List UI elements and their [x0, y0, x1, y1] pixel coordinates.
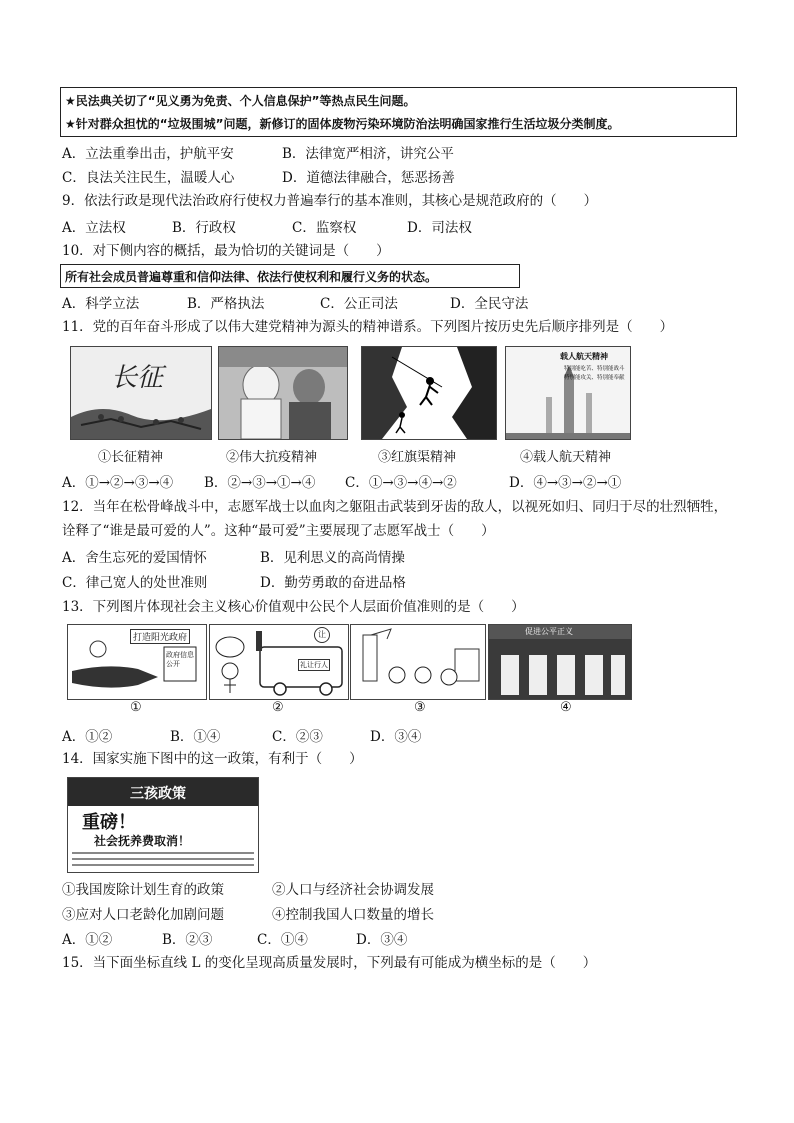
q12-stem-line1: 12．当年在松骨峰战斗中，志愿军战士以血肉之躯阻击武装到牙齿的敌人，以视死如归、同归于尽的壮烈牺牲， [62, 499, 728, 515]
q11-caption-3: ③红旗渠精神 [378, 450, 457, 465]
q11-caption-1: ①长征精神 [98, 450, 164, 465]
q9-option-a[interactable]: A．立法权 [62, 220, 126, 236]
citizens-cartoon [351, 625, 485, 699]
q8-option-d[interactable]: D．道德法律融合，惩恶扬善 [282, 170, 455, 186]
q11-option-a[interactable]: A．①→②→③→④ [62, 475, 174, 491]
q8-material-line1: ★民法典关切了“见义勇为免责、个人信息保护”等热点民生问题。 [65, 94, 416, 108]
q9-stem: 9．依法行政是现代法治政府行使权力普遍奉行的基本准则，其核心是规范政府的（ ） [62, 193, 598, 209]
q14-image-three-child-policy [67, 777, 259, 873]
q12-stem-line2: 诠释了“谁是最可爱的人”。这种“最可爱”主要展现了志愿军战士（ ） [62, 523, 495, 539]
q13-image-3 [350, 624, 486, 700]
q11-img1-calligraphy: 长征 [111, 363, 164, 393]
q10-material-box [60, 264, 520, 288]
q11-option-b[interactable]: B．②→③→①→④ [204, 475, 316, 491]
q14-img-sub: 社会抚养费取消！ [94, 834, 191, 848]
q13-option-c[interactable]: C．②③ [272, 729, 323, 745]
red-flag-canal-picture [362, 347, 496, 439]
q13-image-1 [67, 624, 207, 700]
q8-option-b[interactable]: B．法律宽严相济，讲究公平 [282, 146, 454, 162]
q11-image-anti-epidemic [218, 346, 348, 440]
q10-option-c[interactable]: C．公正司法 [320, 296, 398, 312]
q11-option-c[interactable]: C．①→③→④→② [345, 475, 457, 491]
q8-option-c[interactable]: C．良法关注民生，温暖人心 [62, 170, 235, 186]
q13-stem: 13．下列图片体现社会主义核心价值观中公民个人层面价值准则的是（ ） [62, 599, 525, 615]
q11-img4-sub1: 特别能吃苦、特别能战斗 [564, 366, 625, 372]
q8-material-box [60, 87, 737, 137]
q12-option-c[interactable]: C．律己宽人的处世准则 [62, 575, 208, 591]
q9-option-c[interactable]: C．监察权 [292, 220, 357, 236]
q10-option-b[interactable]: B．严格执法 [187, 296, 265, 312]
q9-option-d[interactable]: D．司法权 [407, 220, 472, 236]
q13-image-4 [488, 624, 632, 700]
q13-option-b[interactable]: B．①④ [170, 729, 221, 745]
q13-caption-2: ② [272, 700, 284, 715]
q13-caption-4: ④ [560, 700, 572, 715]
q11-img4-title: 载人航天精神 [560, 352, 608, 361]
q10-stem: 10．对下侧内容的概括，最为恰切的关键词是（ ） [62, 243, 390, 259]
q11-option-d[interactable]: D．④→③→②→① [509, 475, 622, 491]
q13-img2-bus-text: 礼让行人 [300, 661, 328, 669]
q14-item-2: ②人口与经济社会协调发展 [272, 882, 434, 898]
q8-material-line2: ★针对群众担忧的“垃圾围城”问题，新修订的固体废物污染环境防治法明确国家推行生活垃圾分类制度。 [65, 117, 620, 131]
q14-option-c[interactable]: C．①④ [257, 932, 308, 948]
q13-img1-banner: 打造阳光政府 [130, 629, 190, 644]
q11-image-red-flag-canal [361, 346, 497, 440]
q14-option-d[interactable]: D．③④ [356, 932, 408, 948]
q14-option-a[interactable]: A．①② [62, 932, 113, 948]
q8-option-a[interactable]: A．立法重拳出击，护航平安 [62, 146, 234, 162]
q14-img-big: 重磅！ [82, 812, 136, 833]
anti-epidemic-picture [219, 347, 347, 439]
q11-img4-sub2: 特别能攻关、特别能奉献 [564, 375, 625, 381]
q13-option-a[interactable]: A．①② [62, 729, 113, 745]
q14-item-1: ①我国废除计划生育的政策 [62, 882, 224, 898]
q11-image-spaceflight [505, 346, 631, 440]
q14-item-3: ③应对人口老龄化加剧问题 [62, 907, 224, 923]
q13-img2-sign: 让 [314, 627, 330, 643]
q13-img1-sign: 政府信息公开 [166, 651, 194, 668]
q12-option-b[interactable]: B．见利思义的高尚情操 [260, 550, 405, 566]
q13-image-2 [209, 624, 349, 700]
q11-caption-2: ②伟大抗疫精神 [226, 450, 318, 465]
q12-option-a[interactable]: A．舍生忘死的爱国情怀 [62, 550, 207, 566]
q14-option-b[interactable]: B．②③ [162, 932, 213, 948]
q13-caption-3: ③ [414, 700, 426, 715]
q14-stem: 14．国家实施下图中的这一政策，有利于（ ） [62, 751, 363, 767]
q11-caption-4: ④载人航天精神 [520, 450, 612, 465]
q11-stem: 11．党的百年奋斗形成了以伟大建党精神为源头的精神谱系。下列图片按历史先后顺序排列是（ ） [62, 319, 674, 335]
q12-option-d[interactable]: D．勤劳勇敢的奋进品格 [260, 575, 406, 591]
q14-img-title: 三孩政策 [130, 786, 186, 802]
q10-option-d[interactable]: D．全民守法 [450, 296, 529, 312]
q13-caption-1: ① [130, 700, 142, 715]
q11-image-long-march [70, 346, 212, 440]
q15-stem: 15．当下面坐标直线 L 的变化呈现高质量发展时，下列最有可能成为横坐标的是（ ） [62, 955, 597, 971]
q14-item-4: ④控制我国人口数量的增长 [272, 907, 434, 923]
q10-material-text: 所有社会成员普遍尊重和信仰法律、依法行使权利和履行义务的状态。 [65, 270, 438, 284]
q13-img4-banner: 促进公平正义 [525, 627, 573, 636]
q9-option-b[interactable]: B．行政权 [172, 220, 236, 236]
q13-option-d[interactable]: D．③④ [370, 729, 422, 745]
q10-option-a[interactable]: A．科学立法 [62, 296, 140, 312]
